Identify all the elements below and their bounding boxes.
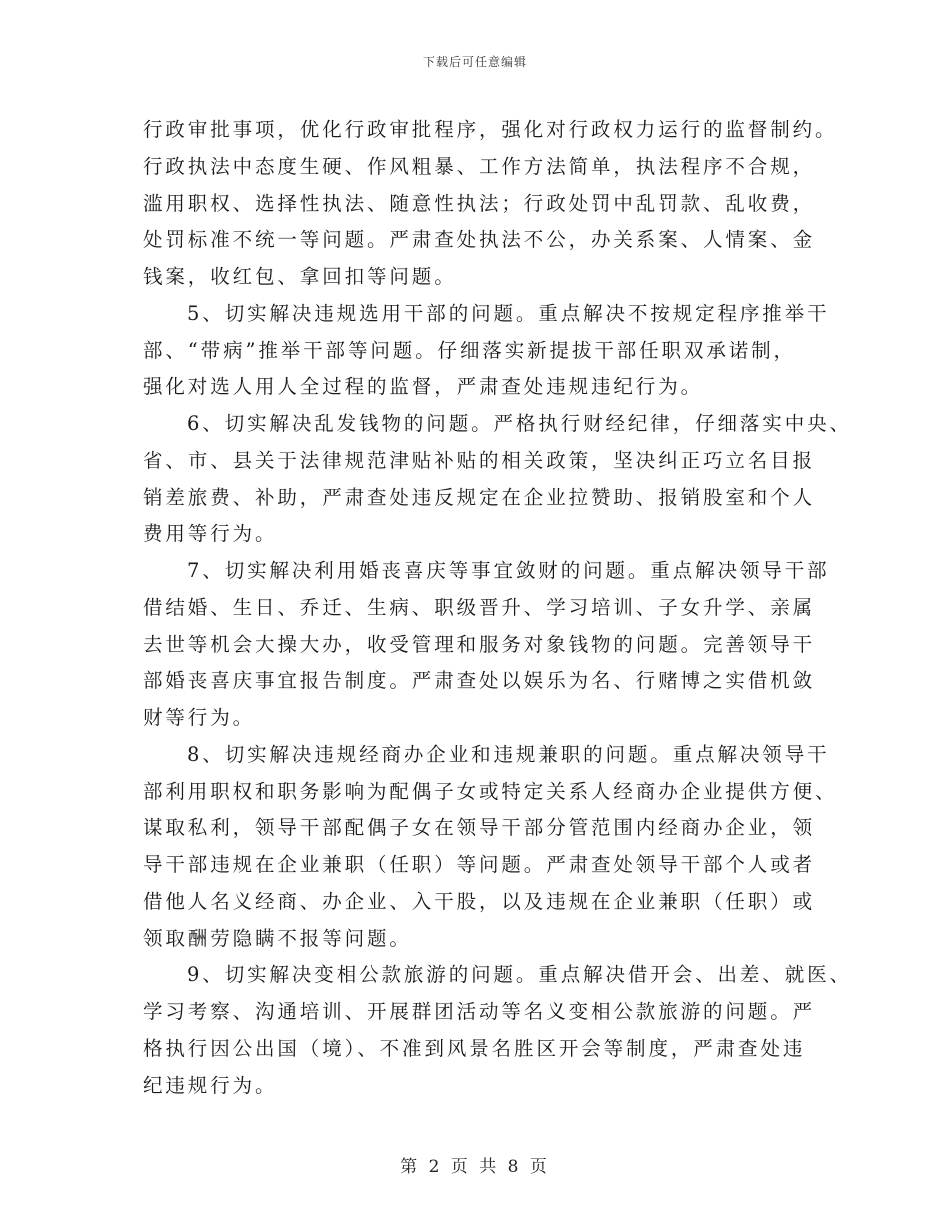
text-line: 行政审批事项，优化行政审批程序，强化对行政权力运行的监督制约。	[143, 118, 838, 141]
text-line: 领取酬劳隐瞒不报等问题。	[143, 926, 412, 950]
text-line: 钱案，收红包、拿回扣等问题。	[143, 265, 457, 288]
text-line: 借他人名义经商、办企业、入干股，以及违规在企业兼职（任职）或	[143, 889, 816, 913]
text-line: 去世等机会大操大办，收受管理和服务对象钱物的问题。完善领导干	[143, 632, 816, 656]
text-line: 滥用职权、选择性执法、随意性执法；行政处罚中乱罚款、乱收费，	[143, 191, 816, 215]
text-line: 纪违规行为。	[143, 1073, 278, 1097]
text-line: 部利用职权和职务影响为配偶子女或特定关系人经商办企业提供方便、	[143, 779, 838, 803]
text-line: 学习考察、沟通培训、开展群团活动等名义变相公款旅游的问题。严	[143, 1000, 816, 1023]
page-header-note: 下载后可任意编辑	[422, 55, 527, 69]
text-line: 借结婚、生日、乔迁、生病、职级晋升、学习培训、子女升学、亲属	[143, 595, 816, 619]
text-line: 部婚丧喜庆事宜报告制度。严肃查处以娱乐为名、行赌博之实借机敛	[143, 669, 816, 693]
text-line: 省、市、县关于法律规范津贴补贴的相关政策，坚决纠正巧立名目报	[143, 448, 816, 472]
paragraph-8-first-line: 8、切实解决违规经商办企业和违规兼职的问题。重点解决领导干	[187, 742, 830, 766]
paragraph-6-first-line: 6、切实解决乱发钱物的问题。严格执行财经纪律，仔细落实中央、	[187, 412, 852, 435]
text-line: 行政执法中态度生硬、作风粗暴、工作方法简单，执法程序不合规，	[143, 154, 816, 178]
text-line: 处罚标准不统一等问题。严肃查处执法不公，办关系案、人情案、金	[143, 228, 816, 252]
text-line: 销差旅费、补助，严肃查处违反规定在企业拉赞助、报销股室和个人	[143, 485, 816, 509]
text-line: 费用等行为。	[143, 522, 278, 546]
text-line: 谋取私利，领导干部配偶子女在领导干部分管范围内经商办企业，领	[143, 816, 816, 840]
text-line: 财等行为。	[143, 706, 256, 729]
paragraph-5-first-line: 5、切实解决违规选用干部的问题。重点解决不按规定程序推举干	[187, 301, 830, 325]
page-number: 第 2 页 共 8 页	[400, 1157, 550, 1177]
text-line: 部、“带病”推举干部等问题。仔细落实新提拔干部任职双承诺制，	[143, 338, 796, 362]
paragraph-9-first-line: 9、切实解决变相公款旅游的问题。重点解决借开会、出差、就医、	[187, 963, 852, 987]
text-line: 强化对选人用人全过程的监督，严肃查处违规违纪行为。	[143, 375, 704, 399]
document-body	[143, 112, 852, 1104]
text-line: 导干部违规在企业兼职（任职）等问题。严肃查处领导干部个人或者	[143, 853, 816, 876]
paragraph-7-first-line: 7、切实解决利用婚丧喜庆等事宜敛财的问题。重点解决领导干部	[187, 559, 830, 582]
text-line: 格执行因公出国（境）、不准到风景名胜区开会等制度，严肃查处违	[143, 1036, 806, 1060]
